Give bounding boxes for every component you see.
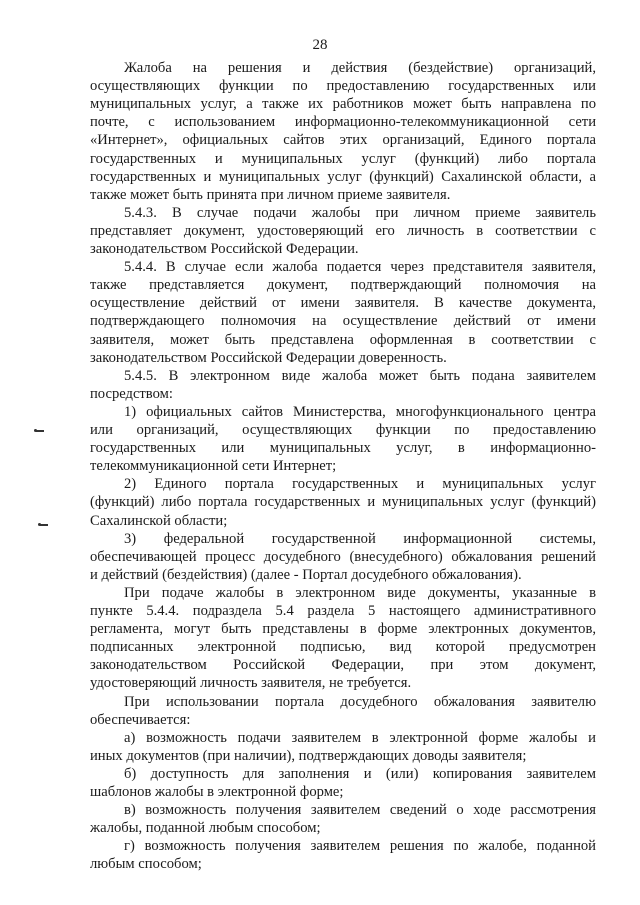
text-line: «Интернет», официальных сайтов этих организаций, Единого портала [90,132,596,149]
text-line: Сахалинской области; [90,512,228,529]
text-line: 5.4.5. В электронном виде жалоба может быть подана заявителем [124,367,596,384]
text-line: а) возможность подачи заявителем в электронной форме жалобы и [124,729,596,746]
text-line: 5.4.4. В случае если жалоба подается через представителя заявителя, [124,259,596,276]
text-line: 2) Единого портала государственных и муниципальных услуг [124,476,596,493]
text-line: государственных или муниципальных услуг, в информационно- [90,440,596,457]
text-line: и действий (бездействия) (далее - Портал досудебного обжалования). [90,566,522,583]
text-line: удостоверяющий личность заявителя, не требуется. [90,675,412,692]
text-line: заявителя, может быть представлена оформленная в соответствии с [90,331,596,348]
text-line: представляет документ, удостоверяющий его личность в соответствии с [90,222,596,239]
text-line: законодательством Российской Федерации. [90,241,359,257]
text-line: государственных и муниципальных услуг (функций) Сахалинской области, а [90,168,596,185]
text-line: законодательством Российской Федерации доверенность. [90,349,447,366]
page-number: 28 [312,37,328,53]
text-line: подтверждающего полномочия на осуществление действий от имени [90,313,596,330]
text-line: посредством: [90,385,173,402]
text-line: или организаций, осуществляющих функции по предоставлению [90,422,596,438]
text-line: (функций) либо портала государственных и муниципальных услуг (функций) [90,494,596,511]
text-line: иных документов (при наличии), подтверждающих доводы заявителя; [90,747,527,764]
text-line: осуществление действий от имени заявителя. В качестве документа, [90,295,596,312]
text-line: законодательством Российской Федерации, при этом документ, [90,657,596,674]
text-line: любым способом; [90,856,202,873]
text-line: почте, с использованием информационно-телекоммуникационной сети [90,114,596,131]
text-line: муниципальных услуг, а также их работников может быть направлена по [90,96,596,113]
text-line: При подаче жалобы в электронном виде документы, указанные в [124,584,596,601]
text-line: в) возможность получения заявителем сведений о ходе рассмотрения [124,802,596,819]
text-line: г) возможность получения заявителем решения по жалобе, поданной [124,838,596,855]
text-line: также может быть принята при личном приеме заявителя. [90,186,451,203]
text-line: 1) официальных сайтов Министерства, многофункционального центра [124,403,596,420]
text-line: При использовании портала досудебного обжалования заявителю [124,693,596,710]
text-line: также представляется документ, подтверждающий полномочия на [90,277,596,294]
text-line: Жалоба на решения и действия (бездействие) организаций, [124,60,596,76]
text-line: государственных и муниципальных услуг (функций) либо портала [90,150,596,167]
text-line: пункте 5.4.4. подраздела 5.4 раздела 5 настоящего административного [90,603,596,619]
text-line: обеспечивающей процесс досудебного (внесудебного) обжалования решений [90,548,596,565]
text-line: 3) федеральной государственной информационной системы, [124,530,596,547]
text-line: обеспечивается: [90,711,191,728]
text-line: осуществляющих функции по предоставлению государственных или [90,78,596,95]
text-line: подписанных электронной подписью, вид которой предусмотрен [90,639,596,656]
text-line: жалобы, поданной любым способом; [90,820,321,837]
text-line: б) доступность для заполнения и (или) копирования заявителем [124,765,596,782]
text-line: шаблонов жалобы в электронной форме; [90,784,344,800]
text-line: 5.4.3. В случае подачи жалобы при личном приеме заявитель [124,204,596,221]
text-line: телекоммуникационной сети Интернет; [90,458,337,475]
margin-scan-mark [36,430,44,432]
text-line: регламента, могут быть представлены в форме электронных документов, [90,621,596,638]
margin-scan-mark [40,524,48,526]
